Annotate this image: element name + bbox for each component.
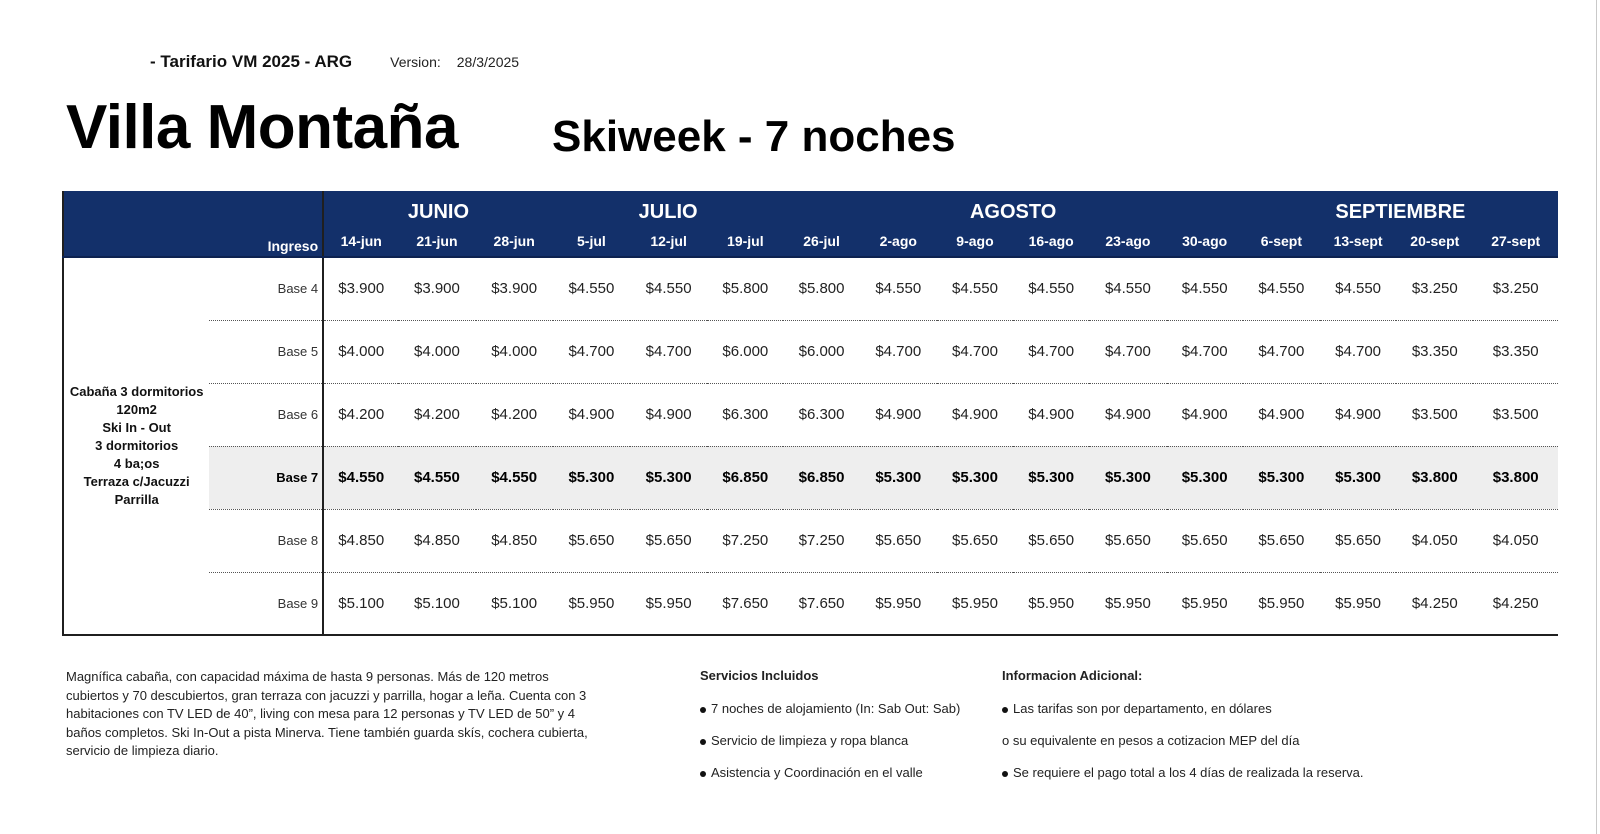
date-header: 27-sept xyxy=(1473,226,1558,257)
price-cell: $3.900 xyxy=(398,257,475,320)
price-cell: $5.950 xyxy=(952,594,998,612)
price-cell: $5.650 xyxy=(1167,509,1243,572)
month-header: JUNIO xyxy=(323,191,553,226)
additional-info-text: Se requiere el pago total a los 4 días de realizada la reserva. xyxy=(1013,765,1364,780)
price-cell: $3.500 xyxy=(1396,383,1473,446)
price-cell: $3.350 xyxy=(1473,320,1558,383)
price-cell: $4.900 xyxy=(937,383,1013,446)
room-description-line: Terraza c/Jacuzzi xyxy=(83,474,190,489)
bullet-icon xyxy=(1002,707,1008,713)
date-header: 20-sept xyxy=(1396,226,1473,257)
price-cell: $3.250 xyxy=(1473,257,1558,320)
price-cell: $5.950 xyxy=(1181,594,1228,612)
base-label: Base 5 xyxy=(209,320,323,383)
price-cell: $5.300 xyxy=(630,446,707,509)
price-cell: $5.950 xyxy=(1335,594,1382,612)
price-cell: $7.250 xyxy=(783,509,859,572)
price-cell: $4.700 xyxy=(1320,320,1396,383)
description-line: servicio de limpieza diario. xyxy=(66,743,219,758)
price-cell: $5.650 xyxy=(860,509,937,572)
price-cell: $5.300 xyxy=(1243,446,1320,509)
price-cell: $4.700 xyxy=(1243,320,1320,383)
price-cell: $4.700 xyxy=(1089,320,1166,383)
bullet-icon xyxy=(700,707,706,713)
base-label: Base 9 xyxy=(209,572,323,635)
bullet-icon xyxy=(700,771,706,777)
price-cell: $4.200 xyxy=(476,383,553,446)
price-cell: $4.550 xyxy=(1167,257,1243,320)
price-cell: $4.000 xyxy=(323,320,398,383)
price-cell: $5.100 xyxy=(338,594,385,612)
service-item xyxy=(700,733,990,765)
price-cell: $5.800 xyxy=(707,257,783,320)
price-cell: $5.950 xyxy=(1258,594,1305,612)
services-section xyxy=(700,668,990,797)
price-cell: $4.700 xyxy=(1167,320,1243,383)
price-cell: $3.900 xyxy=(476,257,553,320)
price-cell: $4.000 xyxy=(398,320,475,383)
rate-row xyxy=(63,446,1558,509)
price-cell: $5.800 xyxy=(783,257,859,320)
dates-header-row xyxy=(63,226,1558,257)
additional-info-title: Informacion Adicional: xyxy=(1002,668,1143,683)
price-cell: $5.100 xyxy=(491,594,538,612)
price-cell: $4.700 xyxy=(553,320,630,383)
page-edge-line xyxy=(1596,0,1597,834)
base-label: Base 6 xyxy=(209,383,323,446)
price-cell: $4.700 xyxy=(1013,320,1089,383)
additional-info-text: Las tarifas son por departamento, en dólares xyxy=(1013,701,1272,716)
price-cell: $5.300 xyxy=(1013,446,1089,509)
price-cell: $6.850 xyxy=(707,446,783,509)
date-header: 26-jul xyxy=(783,226,859,257)
price-cell: $4.550 xyxy=(1013,257,1089,320)
price-cell: $5.950 xyxy=(875,594,922,612)
price-cell: $4.850 xyxy=(398,509,475,572)
price-cell: $4.900 xyxy=(860,383,937,446)
price-cell: $4.550 xyxy=(860,257,937,320)
room-description-line: Cabaña 3 dormitorios xyxy=(69,384,204,399)
version-value: 28/3/2025 xyxy=(456,54,520,70)
price-cell: $4.250 xyxy=(1411,594,1458,612)
price-cell: $3.500 xyxy=(1473,383,1558,446)
package-title: Skiweek - 7 noches xyxy=(552,112,956,161)
price-cell: $5.100 xyxy=(413,594,460,612)
header-corner xyxy=(63,191,323,226)
price-cell: $4.900 xyxy=(553,383,630,446)
room-description-line: Ski In - Out xyxy=(102,420,171,435)
cabin-description xyxy=(66,668,626,761)
price-cell: $7.250 xyxy=(707,509,783,572)
room-description-line: Parrilla xyxy=(114,492,159,507)
bullet-icon xyxy=(1002,771,1008,777)
price-cell: $4.900 xyxy=(630,383,707,446)
additional-info-item xyxy=(1002,701,1422,733)
rate-table xyxy=(62,191,1558,636)
bullet-icon xyxy=(700,739,706,745)
base-label: Base 4 xyxy=(209,257,323,320)
price-cell: $5.650 xyxy=(1243,509,1320,572)
service-item xyxy=(700,701,990,733)
price-cell: $5.300 xyxy=(860,446,937,509)
price-cell: $5.950 xyxy=(645,594,692,612)
month-header: AGOSTO xyxy=(783,191,1242,226)
price-cell: $4.900 xyxy=(1320,383,1396,446)
price-cell: $4.250 xyxy=(1492,594,1539,612)
date-header: 21-jun xyxy=(398,226,475,257)
price-cell: $4.700 xyxy=(937,320,1013,383)
price-cell: $5.650 xyxy=(937,509,1013,572)
base-label: Base 8 xyxy=(209,509,323,572)
price-cell: $5.650 xyxy=(553,509,630,572)
price-cell: $5.950 xyxy=(568,594,615,612)
date-header: 13-sept xyxy=(1320,226,1396,257)
price-cell: $6.000 xyxy=(707,320,783,383)
price-cell: $6.850 xyxy=(783,446,859,509)
additional-info-text: o su equivalente en pesos a cotizacion MEP del día xyxy=(1002,733,1300,748)
price-cell: $5.650 xyxy=(630,509,707,572)
price-cell: $4.900 xyxy=(1089,383,1166,446)
price-cell: $4.200 xyxy=(398,383,475,446)
price-cell: $5.950 xyxy=(1028,594,1075,612)
price-cell: $4.850 xyxy=(323,509,398,572)
description-line: baños completos. Ski In-Out a pista Minerva. Tiene también guarda skís, cochera cubierta, xyxy=(66,724,588,740)
additional-info-item xyxy=(1002,733,1422,765)
price-cell: $4.900 xyxy=(1013,383,1089,446)
header-corner-blank xyxy=(63,226,209,257)
service-item-text: 7 noches de alojamiento (In: Sab Out: Sab) xyxy=(711,701,961,716)
price-cell: $4.850 xyxy=(476,509,553,572)
price-cell: $7.650 xyxy=(798,594,845,612)
price-cell: $3.250 xyxy=(1396,257,1473,320)
date-header: 19-jul xyxy=(707,226,783,257)
price-cell: $5.650 xyxy=(1320,509,1396,572)
price-cell: $4.550 xyxy=(1089,257,1166,320)
price-cell: $4.550 xyxy=(630,257,707,320)
description-line: habitaciones con TV LED de 40”, living con mesa para 12 personas y TV LED de 50” y 4 xyxy=(66,706,575,721)
price-cell: $3.350 xyxy=(1396,320,1473,383)
price-cell: $7.650 xyxy=(722,594,769,612)
date-header: 28-jun xyxy=(476,226,553,257)
price-cell: $5.650 xyxy=(1089,509,1166,572)
price-cell: $5.300 xyxy=(1089,446,1166,509)
ingreso-label: Ingreso xyxy=(209,226,323,257)
additional-info-section xyxy=(1002,668,1422,797)
price-cell: $3.900 xyxy=(323,257,398,320)
date-header: 12-jul xyxy=(630,226,707,257)
price-cell: $4.550 xyxy=(553,257,630,320)
months-header-row xyxy=(63,191,1558,226)
month-header: SEPTIEMBRE xyxy=(1243,191,1558,226)
rate-row xyxy=(63,257,1558,320)
description-line: cubiertos y 70 descubiertos, gran terraza con jacuzzi y parrilla, hogar a leña. Cuenta con 3 xyxy=(66,687,587,703)
price-cell: $4.550 xyxy=(1320,257,1396,320)
rate-row xyxy=(63,383,1558,446)
room-description-line: 4 ba;os xyxy=(113,456,160,471)
price-cell: $4.700 xyxy=(630,320,707,383)
price-cell: $5.300 xyxy=(1167,446,1243,509)
date-header: 2-ago xyxy=(860,226,937,257)
service-item-text: Servicio de limpieza y ropa blanca xyxy=(711,733,909,748)
price-cell: $5.300 xyxy=(1320,446,1396,509)
doc-code: - Tarifario VM 2025 - ARG xyxy=(150,52,353,71)
price-cell: $4.550 xyxy=(398,446,475,509)
rate-row xyxy=(63,320,1558,383)
base-label: Base 7 xyxy=(209,446,323,509)
description-line: Magnífica cabaña, con capacidad máxima de hasta 9 personas. Más de 120 metros xyxy=(66,669,549,684)
price-cell: $4.200 xyxy=(323,383,398,446)
date-header: 6-sept xyxy=(1243,226,1320,257)
price-cell: $4.700 xyxy=(860,320,937,383)
date-header: 23-ago xyxy=(1089,226,1166,257)
price-cell: $6.000 xyxy=(783,320,859,383)
date-header: 16-ago xyxy=(1013,226,1089,257)
price-cell: $4.900 xyxy=(1243,383,1320,446)
price-cell: $4.550 xyxy=(937,257,1013,320)
date-header: 30-ago xyxy=(1167,226,1243,257)
date-header: 5-jul xyxy=(553,226,630,257)
price-cell: $5.650 xyxy=(1013,509,1089,572)
version-label: Version: xyxy=(390,54,441,70)
hotel-title: Villa Montaña xyxy=(66,93,458,162)
document-header xyxy=(150,52,519,72)
price-cell: $4.900 xyxy=(1167,383,1243,446)
price-cell: $3.800 xyxy=(1396,446,1473,509)
date-header: 9-ago xyxy=(937,226,1013,257)
price-cell: $4.000 xyxy=(476,320,553,383)
rate-row xyxy=(63,572,1558,635)
price-cell: $3.800 xyxy=(1473,446,1558,509)
service-item xyxy=(700,765,990,797)
room-description-line: 120m2 xyxy=(116,402,157,417)
date-header: 14-jun xyxy=(323,226,398,257)
services-title: Servicios Incluidos xyxy=(700,668,819,683)
rate-body xyxy=(63,257,1558,635)
room-description-line: 3 dormitorios xyxy=(95,438,179,453)
price-cell: $5.300 xyxy=(937,446,1013,509)
room-description xyxy=(63,257,209,635)
price-cell: $5.950 xyxy=(1104,594,1151,612)
price-cell: $4.050 xyxy=(1473,509,1558,572)
price-cell: $6.300 xyxy=(783,383,859,446)
price-cell: $4.050 xyxy=(1396,509,1473,572)
additional-info-item xyxy=(1002,765,1422,797)
month-header: JULIO xyxy=(553,191,784,226)
price-cell: $6.300 xyxy=(707,383,783,446)
price-cell: $5.300 xyxy=(553,446,630,509)
price-cell: $4.550 xyxy=(476,446,553,509)
rate-row xyxy=(63,509,1558,572)
service-item-text: Asistencia y Coordinación en el valle xyxy=(711,765,923,780)
price-cell: $4.550 xyxy=(323,446,398,509)
price-cell: $4.550 xyxy=(1243,257,1320,320)
